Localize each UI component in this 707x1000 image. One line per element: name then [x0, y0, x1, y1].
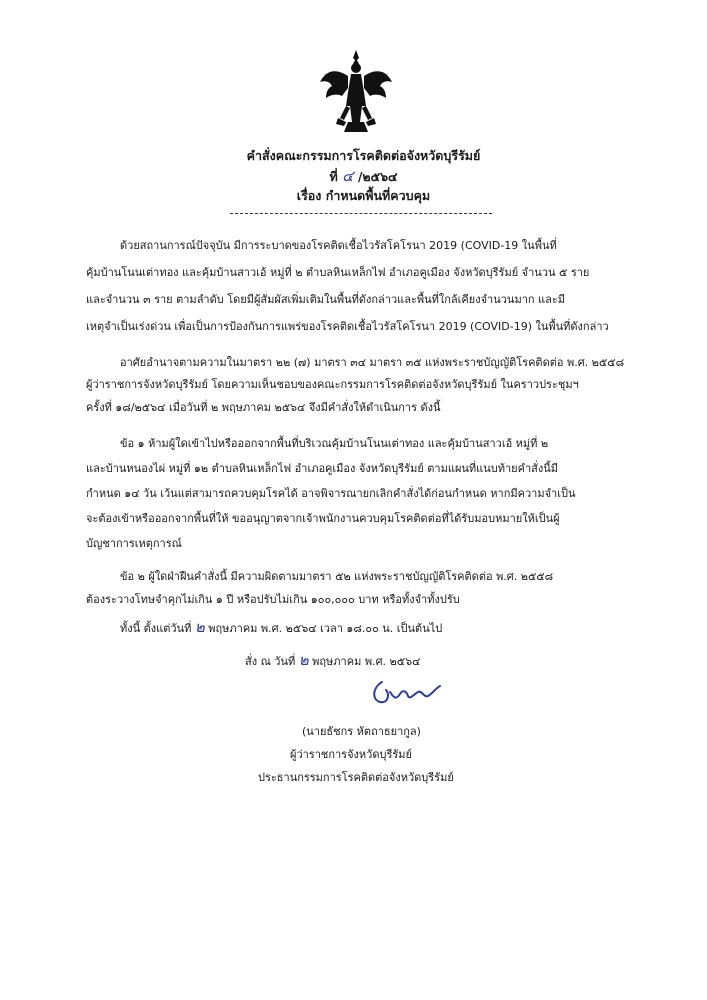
- header-divider: [230, 213, 492, 214]
- order-subject-text: เรื่อง กำหนดพื้นที่ควบคุม: [296, 188, 431, 203]
- signer-name: (นายธัชกร หัตถาธยากูล): [302, 725, 421, 738]
- order-date-suffix: พฤษภาคม พ.ศ. ๒๕๖๔: [312, 655, 421, 668]
- p3-line3: กำหนด ๑๔ วัน เว้นแต่สามารถควบคุมโรคได้ อาจพิจารณายกเลิกคำสั่งได้ก่อนกำหนด หากมีความจำเป็น: [86, 487, 576, 500]
- p1-line1: ด้วยสถานการณ์ปัจจุบัน มีการระบาดของโรคติดเชื้อไวรัสโคโรนา 2019 (COVID-19 ในพื้นที่: [120, 239, 557, 252]
- p1-line4: เหตุจำเป็นเร่งด่วน เพื่อเป็นการป้องกันการแพร่ของโรคติดเชื้อไวรัสโคโรนา 2019 (COVID-19) ในพื้นที่ดังกล่าว: [86, 320, 609, 333]
- effective-suffix: พฤษภาคม พ.ศ. ๒๕๖๔ เวลา ๑๘.๐๐ น. เป็นต้นไป: [208, 622, 443, 635]
- order-number: [10, 168, 707, 185]
- signature-mark: [366, 672, 446, 712]
- number-handwritten: ๔: [342, 167, 354, 185]
- p3-line5: บัญชาการเหตุการณ์: [86, 537, 182, 550]
- number-prefix: ที่: [329, 169, 338, 184]
- p2-line1: อาศัยอำนาจตามความในมาตรา ๒๒ (๗) มาตรา ๓๔ มาตรา ๓๕ แห่งพระราชบัญญัติโรคติดต่อ พ.ศ. ๒๕๕๘: [120, 356, 625, 369]
- order-date: [245, 648, 420, 672]
- order-title-text: คำสั่งคณะกรรมการโรคติดต่อจังหวัดบุรีรัมย์: [246, 148, 481, 163]
- effective-day-handwritten: ๒: [194, 618, 205, 636]
- p1-line2: คุ้มบ้านโนนเต่าทอง และคุ้มบ้านสาวเอ้ หมู่ที่ ๒ ตำบลหินเหล็กไฟ อำเภอคูเมือง จังหวัดบุรีรัมย์ จำนวน ๕ ราย: [86, 266, 590, 279]
- p3-line2: และบ้านหนองไผ่ หมู่ที่ ๑๒ ตำบลหินเหล็กไฟ อำเภอคูเมือง จังหวัดบุรีรัมย์ ตามแผนที่แนบท้ายคำสั่งนี้มี: [86, 462, 559, 475]
- p4-line2: ต้องระวางโทษจำคุกไม่เกิน ๑ ปี หรือปรับไม่เกิน ๑๐๐,๐๐๐ บาท หรือทั้งจำทั้งปรับ: [86, 593, 460, 606]
- p3-line4: จะต้องเข้าหรือออกจากพื้นที่ให้ ขออนุญาตจากเจ้าพนักงานควบคุมโรคติดต่อที่ได้รับมอบหมายให้เป็นผู้: [86, 512, 560, 525]
- order-title: [10, 148, 707, 164]
- garuda-emblem-icon: [318, 48, 394, 134]
- p1-line3: และจำนวน ๓ ราย ตามลำดับ โดยมีผู้สัมผัสเพิ่มเติมในพื้นที่ดังกล่าวและพื้นที่ใกล้เคียงจำนวนมาก และมี: [86, 293, 566, 306]
- order-subject: [10, 188, 707, 204]
- order-day-handwritten: ๒: [298, 651, 309, 669]
- signer-committee-position: ประธานกรรมการโรคติดต่อจังหวัดบุรีรัมย์: [258, 771, 454, 784]
- p2-line3: ครั้งที่ ๑๘/๒๕๖๔ เมื่อวันที่ ๒ พฤษภาคม ๒๕๖๔ จึงมีคำสั่งให้ดำเนินการ ดังนี้: [86, 401, 441, 414]
- effective-date: [120, 615, 442, 639]
- p3-line1: ข้อ ๑ ห้ามผู้ใดเข้าไปหรือออกจากพื้นที่บริเวณคุ้มบ้านโนนเต่าทอง และคุ้มบ้านสาวเอ้ หมู่ที่ ๒: [120, 437, 549, 450]
- p2-line2: ผู้ว่าราชการจังหวัดบุรีรัมย์ โดยความเห็นชอบของคณะกรรมการโรคติดต่อจังหวัดบุรีรัมย์ ในคราวประชุมฯ: [86, 378, 579, 391]
- p4-line1: ข้อ ๒ ผู้ใดฝ่าฝืนคำสั่งนี้ มีความผิดตามมาตรา ๕๒ แห่งพระราชบัญญัติโรคติดต่อ พ.ศ. ๒๕๕๘: [120, 570, 554, 583]
- effective-prefix: ทั้งนี้ ตั้งแต่วันที่: [120, 622, 192, 635]
- signer-position: ผู้ว่าราชการจังหวัดบุรีรัมย์: [290, 748, 412, 761]
- number-suffix: /๒๕๖๔: [357, 169, 398, 184]
- order-date-prefix: สั่ง ณ วันที่: [245, 655, 296, 668]
